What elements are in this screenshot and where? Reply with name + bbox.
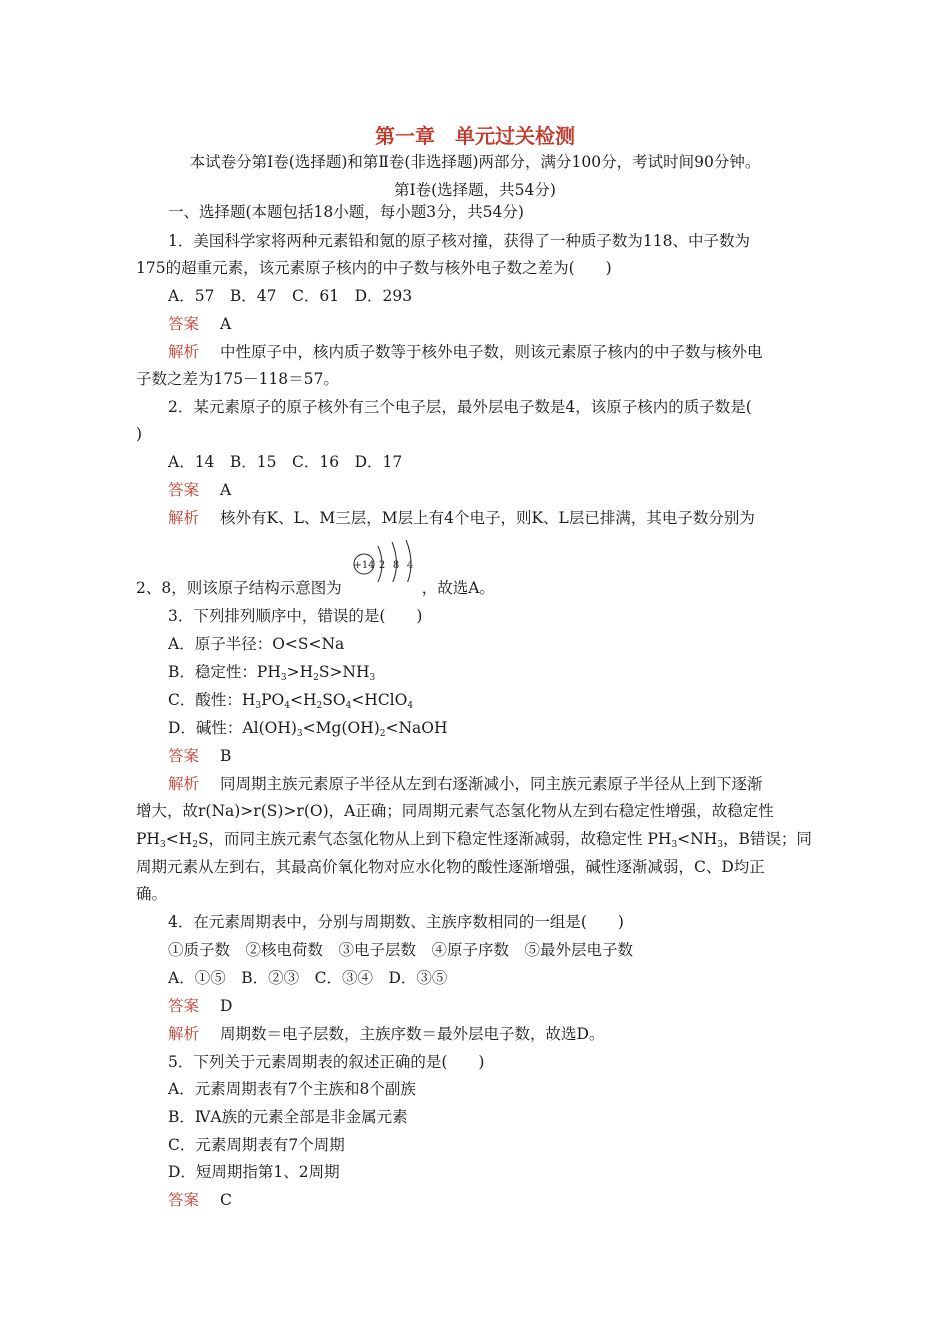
q3-analysis-line2: 增大，故r(Na)>r(S)>r(O)，A正确；同周期元素气态氢化物从左到右稳定性增强，故稳定性	[136, 802, 774, 820]
q3-analysis-line5: 确。	[136, 885, 168, 903]
answer-label: 答案	[168, 747, 200, 765]
shell-3-electrons: 4	[406, 560, 414, 571]
q1-answer-value: A	[220, 315, 232, 333]
q5-option-c: C．元素周期表有7个周期	[168, 1136, 345, 1154]
q4-analysis	[168, 1024, 848, 1044]
q1-answer	[168, 314, 848, 334]
part1-heading: 第Ⅰ卷(选择题，共54分)	[394, 181, 556, 199]
section1-heading: 一、选择题(本题包括18小题，每小题3分，共54分)	[168, 203, 524, 221]
q3-analysis-line4: 周期元素从左到右，其最高价氧化物对应水化物的酸性逐渐增强，碱性逐渐减弱，C、D均正	[136, 858, 765, 876]
q4-stem: 4．在元素周期表中，分别与周期数、主族序数相同的一组是( )	[168, 913, 624, 931]
q3-stem: 3．下列排列顺序中，错误的是( )	[168, 607, 423, 625]
shell-2-electrons: 8	[392, 560, 400, 571]
exam-intro: 本试卷分第Ⅰ卷(选择题)和第Ⅱ卷(非选择题)两部分，满分100分，考试时间90分钟。	[189, 153, 761, 171]
q4-options: A．①⑤ B．②③ C．③④ D．③⑤	[168, 969, 448, 987]
q3-analysis-line1	[168, 774, 848, 794]
q3-analysis-line3: $PH_3<H_2S$，而同主族元素气态氢化物从上到下稳定性逐渐减弱，故稳定性 $PH_3<NH_3$，B错误；同	[136, 830, 812, 850]
q1-analysis-line2: 子数之差为175－118＝57。	[136, 370, 339, 388]
q4-answer-value: D	[220, 997, 233, 1015]
q3-option-a: A．原子半径：O<S<Na	[168, 635, 345, 653]
q3-option-c: C．酸性：$H_3PO_4<H_2SO_4<HClO_4$	[168, 691, 414, 711]
q2-answer	[168, 480, 848, 500]
q3-option-d: D．碱性：$Al(OH)_3<Mg(OH)_2<NaOH$	[168, 719, 448, 739]
q5-option-a: A．元素周期表有7个主族和8个副族	[168, 1080, 416, 1098]
q2-analysis-text: 核外有K、L、M三层，M层上有4个电子，则K、L层已排满，其电子数分别为	[220, 509, 755, 527]
analysis-label: 解析	[168, 343, 200, 361]
q3-analysis-text: 同周期主族元素原子半径从左到右逐渐减小，同主族元素原子半径从上到下逐渐	[220, 775, 763, 793]
nucleus-charge: +14	[353, 560, 375, 571]
analysis-label: 解析	[168, 775, 200, 793]
q3-option-b: B．稳定性：$PH_3>H_2S>NH_3$	[168, 663, 376, 683]
q1-analysis-line1	[168, 342, 848, 362]
page-title: 第一章 单元过关检测	[375, 124, 575, 148]
q1-stem-line1: 1．美国科学家将两种元素铅和氪的原子核对撞，获得了一种质子数为118、中子数为	[168, 232, 750, 250]
atomic-structure-diagram	[350, 538, 424, 582]
q4-items: ①质子数 ②核电荷数 ③电子层数 ④原子序数 ⑤最外层电子数	[168, 941, 634, 959]
q5-answer	[168, 1190, 848, 1210]
q4-answer	[168, 996, 848, 1016]
answer-label: 答案	[168, 997, 200, 1015]
q1-analysis-text: 中性原子中，核内质子数等于核外电子数，则该元素原子核内的中子数与核外电	[220, 343, 763, 361]
q5-option-d: D．短周期指第1、2周期	[168, 1163, 340, 1181]
q4-analysis-text: 周期数＝电子层数，主族序数＝最外层电子数，故选D。	[220, 1025, 605, 1043]
q2-options: A．14 B．15 C．16 D．17	[168, 453, 403, 471]
q3-answer	[168, 746, 848, 766]
q5-answer-value: C	[220, 1191, 232, 1209]
q2-answer-value: A	[220, 481, 232, 499]
q3-answer-value: B	[220, 747, 232, 765]
q2-stem-line1: 2．某元素原子的原子核外有三个电子层，最外层电子数是4，该原子核内的质子数是(	[168, 398, 752, 416]
answer-label: 答案	[168, 1191, 200, 1209]
q1-stem-line2: 175的超重元素，该元素原子核内的中子数与核外电子数之差为( )	[136, 259, 612, 277]
shell-1-electrons: 2	[378, 560, 386, 571]
answer-label: 答案	[168, 315, 200, 333]
q2-analysis-line2	[136, 578, 816, 598]
q2-analysis-text-2a: 2、8，则该原子结构示意图为	[136, 579, 342, 597]
answer-label: 答案	[168, 481, 200, 499]
q2-analysis-line1	[168, 508, 848, 528]
q2-stem-line2: )	[136, 425, 143, 443]
analysis-label: 解析	[168, 1025, 200, 1043]
analysis-label: 解析	[168, 509, 200, 527]
q5-stem: 5．下列关于元素周期表的叙述正确的是( )	[168, 1053, 485, 1071]
q2-analysis-text-2b: ，故选A。	[421, 579, 495, 597]
q5-option-b: B．ⅣA族的元素全部是非金属元素	[168, 1108, 408, 1126]
q1-options: A．57 B．47 C．61 D．293	[168, 287, 413, 305]
